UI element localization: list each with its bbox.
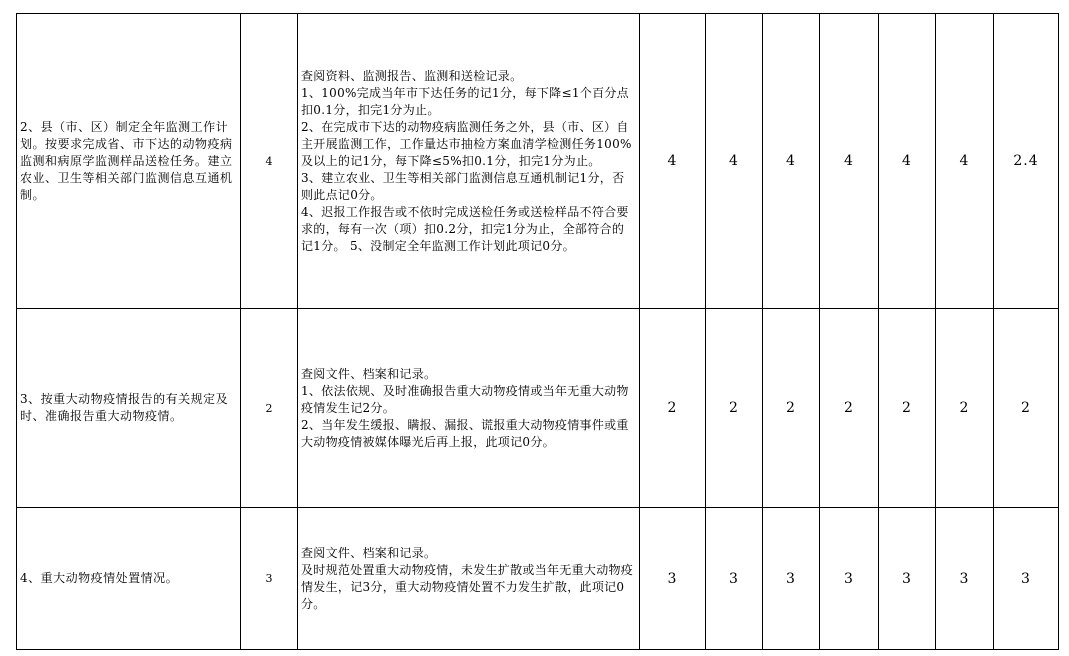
score-cell: 2 [706, 309, 763, 508]
standard-score-cell: 3 [241, 508, 298, 650]
score-cell: 2 [640, 309, 706, 508]
score-cell: 3 [879, 508, 936, 650]
score-cell: 2 [820, 309, 879, 508]
score-cell: 2 [936, 309, 994, 508]
score-cell: 3 [640, 508, 706, 650]
score-cell: 4 [820, 14, 879, 309]
assessment-method-cell: 查阅文件、档案和记录。 1、依法依规、及时准确报告重大动物疫情或当年无重大动物疫情发生记2分。 2、当年发生缓报、瞒报、漏报、谎报重大动物疫情事件或重大动物疫情被媒体曝光后再上报，此项记0分。 [298, 309, 640, 508]
score-cell: 3 [994, 508, 1059, 650]
standard-score-cell: 4 [241, 14, 298, 309]
score-cell: 2 [879, 309, 936, 508]
table-row [17, 309, 1059, 508]
table-row [17, 508, 1059, 650]
score-cell: 2 [994, 309, 1059, 508]
score-cell: 2 [763, 309, 820, 508]
score-cell: 4 [640, 14, 706, 309]
score-cell: 4 [706, 14, 763, 309]
assessment-table [16, 13, 1059, 650]
assessment-item-cell: 4、重大动物疫情处置情况。 [17, 508, 241, 650]
score-cell: 4 [763, 14, 820, 309]
score-cell: 4 [879, 14, 936, 309]
score-cell: 2.4 [994, 14, 1059, 309]
score-cell: 3 [820, 508, 879, 650]
table-row [17, 14, 1059, 309]
score-cell: 3 [706, 508, 763, 650]
score-cell: 3 [763, 508, 820, 650]
score-cell: 4 [936, 14, 994, 309]
assessment-item-cell: 2、县（市、区）制定全年监测工作计划。按要求完成省、市下达的动物疫病监测和病原学监测样品送检任务。建立农业、卫生等相关部门监测信息互通机制。 [17, 14, 241, 309]
standard-score-cell: 2 [241, 309, 298, 508]
score-cell: 3 [936, 508, 994, 650]
assessment-method-cell: 查阅资料、监测报告、监测和送检记录。 1、100%完成当年市下达任务的记1分，每下降≤1个百分点扣0.1分，扣完1分为止。 2、在完成市下达的动物疫病监测任务之外，县（市、区）自主开展监测工作，工作量达市抽检方案血清学检测任务100%及以上的记1分，每下降≤5%扣0.1分，扣完1分为止。 3、建立农业、卫生等相关部门监测信息互通机制记1分，否则此点记0分。 4、迟报工作报告或不依时完成送检任务或送检样品不符合要求的，每有一次（项）扣0.2分，扣完1分为止，全部符合的记1分。 5、没制定全年监测工作计划此项记0分。 [298, 14, 640, 309]
assessment-method-cell: 查阅文件、档案和记录。 及时规范处置重大动物疫情，未发生扩散或当年无重大动物疫情发生，记3分，重大动物疫情处置不力发生扩散，此项记0分。 [298, 508, 640, 650]
assessment-item-cell: 3、按重大动物疫情报告的有关规定及时、准确报告重大动物疫情。 [17, 309, 241, 508]
